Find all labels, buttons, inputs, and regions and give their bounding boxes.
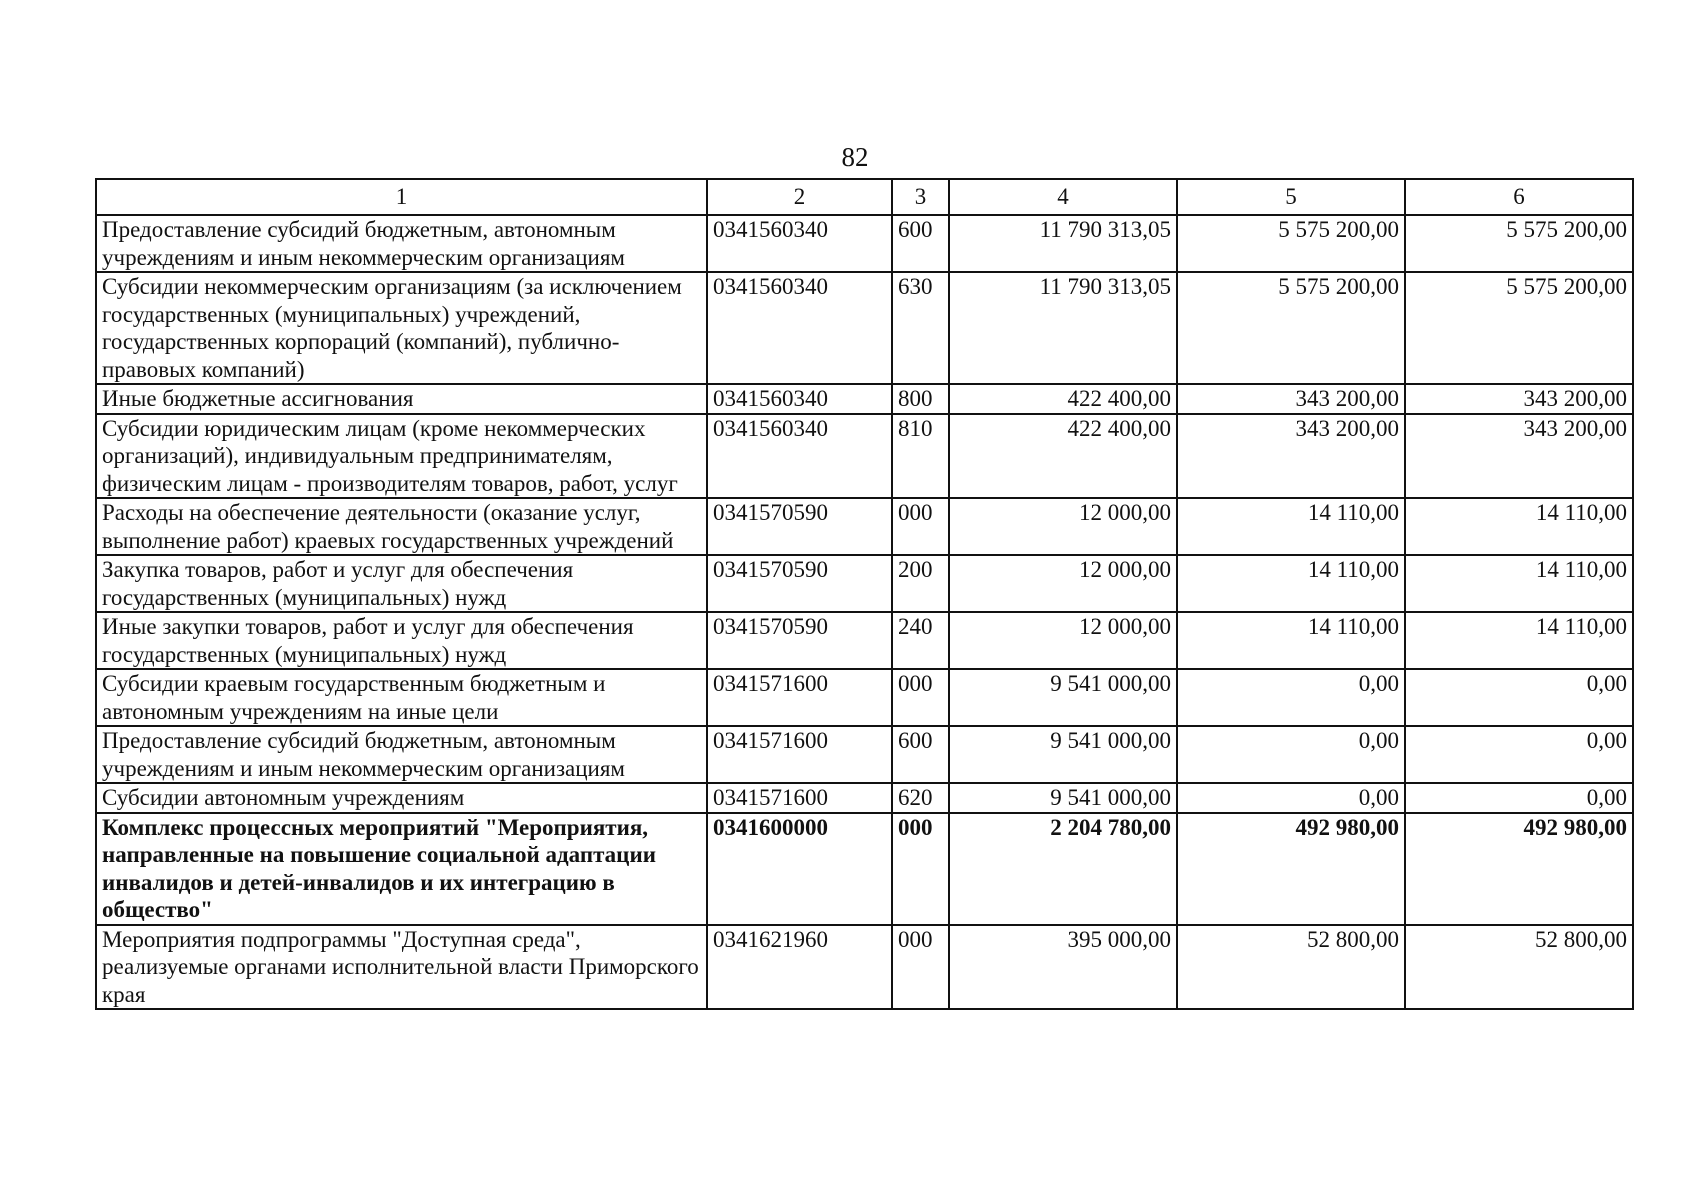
row-amount-col-5: 343 200,00: [1177, 384, 1405, 414]
header-col-4: 4: [949, 179, 1177, 215]
row-amount-col-6: 343 200,00: [1405, 414, 1633, 499]
row-amount-col-4: 12 000,00: [949, 498, 1177, 555]
table-row: [96, 783, 1633, 813]
table-row: [96, 612, 1633, 669]
table-row: [96, 925, 1633, 1010]
row-amount-col-5: 492 980,00: [1177, 813, 1405, 925]
row-amount-col-6: 14 110,00: [1405, 555, 1633, 612]
row-expense-type: 600: [892, 726, 949, 783]
row-name: Субсидии краевым государственным бюджетным и автономным учреждениям на иные цели: [96, 669, 707, 726]
table-row: [96, 215, 1633, 272]
row-name: Субсидии автономным учреждениям: [96, 783, 707, 813]
row-target-code: 0341571600: [707, 726, 892, 783]
row-target-code: 0341621960: [707, 925, 892, 1010]
row-expense-type: 630: [892, 272, 949, 384]
row-name: Иные закупки товаров, работ и услуг для обеспечения государственных (муниципальных) нужд: [96, 612, 707, 669]
row-amount-col-4: 11 790 313,05: [949, 272, 1177, 384]
row-amount-col-4: 2 204 780,00: [949, 813, 1177, 925]
table-body: [96, 215, 1633, 1009]
row-amount-col-6: 5 575 200,00: [1405, 215, 1633, 272]
row-amount-col-4: 11 790 313,05: [949, 215, 1177, 272]
row-amount-col-5: 14 110,00: [1177, 555, 1405, 612]
row-target-code: 0341560340: [707, 272, 892, 384]
row-target-code: 0341570590: [707, 498, 892, 555]
row-amount-col-4: 12 000,00: [949, 555, 1177, 612]
table-header-row: [96, 179, 1633, 215]
row-amount-col-4: 12 000,00: [949, 612, 1177, 669]
row-expense-type: 000: [892, 925, 949, 1010]
row-amount-col-6: 52 800,00: [1405, 925, 1633, 1010]
row-amount-col-6: 5 575 200,00: [1405, 272, 1633, 384]
row-expense-type: 200: [892, 555, 949, 612]
row-amount-col-5: 5 575 200,00: [1177, 215, 1405, 272]
row-name: Субсидии некоммерческим организациям (за исключением государственных (муниципальных) учреждений, государственных корпораций (компаний), публично-правовых компаний): [96, 272, 707, 384]
budget-table: [95, 178, 1634, 1010]
row-amount-col-5: 343 200,00: [1177, 414, 1405, 499]
row-expense-type: 800: [892, 384, 949, 414]
row-amount-col-6: 492 980,00: [1405, 813, 1633, 925]
table-row: [96, 272, 1633, 384]
row-expense-type: 620: [892, 783, 949, 813]
row-target-code: 0341570590: [707, 555, 892, 612]
row-name: Расходы на обеспечение деятельности (оказание услуг, выполнение работ) краевых государственных учреждений: [96, 498, 707, 555]
header-col-6: 6: [1405, 179, 1633, 215]
row-amount-col-5: 52 800,00: [1177, 925, 1405, 1010]
row-name: Комплекс процессных мероприятий "Мероприятия, направленные на повышение социальной адаптации инвалидов и детей-инвалидов и их интеграцию в общество": [96, 813, 707, 925]
row-amount-col-6: 0,00: [1405, 726, 1633, 783]
row-expense-type: 810: [892, 414, 949, 499]
row-amount-col-6: 0,00: [1405, 783, 1633, 813]
header-col-2: 2: [707, 179, 892, 215]
row-amount-col-6: 14 110,00: [1405, 612, 1633, 669]
row-target-code: 0341560340: [707, 215, 892, 272]
table-row: [96, 414, 1633, 499]
table-row: [96, 498, 1633, 555]
row-amount-col-6: 0,00: [1405, 669, 1633, 726]
table-row: [96, 669, 1633, 726]
row-target-code: 0341600000: [707, 813, 892, 925]
row-name: Предоставление субсидий бюджетным, автономным учреждениям и иным некоммерческим организациям: [96, 215, 707, 272]
header-col-1: 1: [96, 179, 707, 215]
row-expense-type: 000: [892, 669, 949, 726]
row-target-code: 0341571600: [707, 783, 892, 813]
row-amount-col-4: 9 541 000,00: [949, 726, 1177, 783]
table-row: [96, 384, 1633, 414]
row-name: Предоставление субсидий бюджетным, автономным учреждениям и иным некоммерческим организациям: [96, 726, 707, 783]
row-amount-col-5: 0,00: [1177, 726, 1405, 783]
row-amount-col-5: 14 110,00: [1177, 498, 1405, 555]
row-target-code: 0341560340: [707, 414, 892, 499]
row-amount-col-4: 9 541 000,00: [949, 783, 1177, 813]
row-expense-type: 240: [892, 612, 949, 669]
row-amount-col-5: 0,00: [1177, 783, 1405, 813]
header-col-3: 3: [892, 179, 949, 215]
row-amount-col-5: 5 575 200,00: [1177, 272, 1405, 384]
row-target-code: 0341570590: [707, 612, 892, 669]
row-amount-col-4: 9 541 000,00: [949, 669, 1177, 726]
row-name: Мероприятия подпрограммы "Доступная среда", реализуемые органами исполнительной власти Приморского края: [96, 925, 707, 1010]
page-number: 82: [841, 142, 869, 172]
row-amount-col-5: 0,00: [1177, 669, 1405, 726]
row-expense-type: 000: [892, 813, 949, 925]
row-name: Закупка товаров, работ и услуг для обеспечения государственных (муниципальных) нужд: [96, 555, 707, 612]
row-name: Иные бюджетные ассигнования: [96, 384, 707, 414]
row-amount-col-4: 395 000,00: [949, 925, 1177, 1010]
table-row: [96, 726, 1633, 783]
row-amount-col-4: 422 400,00: [949, 414, 1177, 499]
row-amount-col-4: 422 400,00: [949, 384, 1177, 414]
row-amount-col-6: 14 110,00: [1405, 498, 1633, 555]
table-row: [96, 555, 1633, 612]
row-amount-col-5: 14 110,00: [1177, 612, 1405, 669]
row-expense-type: 000: [892, 498, 949, 555]
row-amount-col-6: 343 200,00: [1405, 384, 1633, 414]
header-col-5: 5: [1177, 179, 1405, 215]
row-target-code: 0341571600: [707, 669, 892, 726]
table-row: [96, 813, 1633, 925]
row-target-code: 0341560340: [707, 384, 892, 414]
row-name: Субсидии юридическим лицам (кроме некоммерческих организаций), индивидуальным предпринимателям, физическим лицам - производителям товаров, работ, услуг: [96, 414, 707, 499]
row-expense-type: 600: [892, 215, 949, 272]
